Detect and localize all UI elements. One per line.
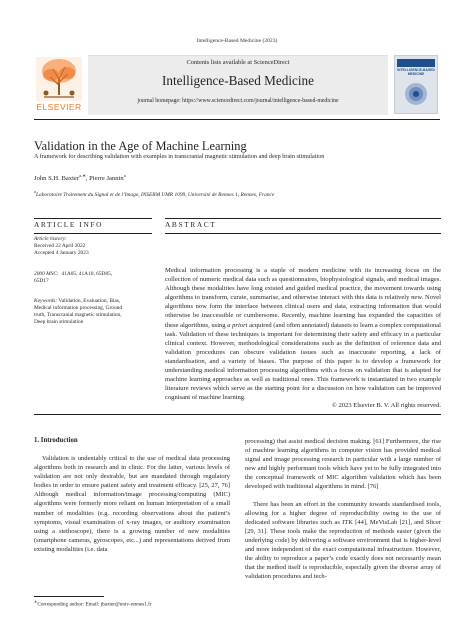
journal-homepage: journal homepage: https://www.sciencedirect.com/journal/intelligence-based-medicine: [137, 98, 339, 104]
msc-codes: 2000 MSC: 41A05, 41A10, 65D05, 65D17: [34, 271, 113, 284]
paragraph: Validation is undeniably critical to the use of medical data processing algorithms both in research and in clinic. For the latter, various levels of validation are not only desirable, but are mandated through regulatory bodies in order to ensure patient safety and treatment efficacy. [25, 27, 76] Although medical information/image processing/computing (MIC) algorithms were formerly more reliant on human interpretation of a small number of modalities (e.g. recording observations about the patient’s symptoms, visual examination of x-ray images, or auditory examination using a stethoscope), there is a growing number of new modalities (smartphone cameras, gyroscopes, etc...) and representations derived from existing modalities (i.e. data: [34, 455, 230, 553]
cover-banner: [397, 59, 435, 67]
journal-masthead: [34, 55, 440, 114]
abstract-rule-top: [165, 218, 441, 219]
article-info-heading: ARTICLE INFO: [34, 220, 104, 229]
abstract-rule-bottom: [165, 233, 441, 234]
homepage-link[interactable]: https://www.sciencedirect.com/journal/intelligence-based-medicine: [182, 98, 339, 104]
elsevier-tree-icon: [34, 55, 84, 103]
author-list: John S.H. Baxter$^{a,∗}$, Pierre Jannin$^a$: [34, 173, 126, 183]
copyright-notice: © 2023 Elsevier B. V. All rights reserved.: [331, 402, 441, 409]
cover-title: INTELLIGENCE-BASED MEDICINE: [397, 68, 435, 76]
abstract-text: Medical information processing is a staple of modern medicine with its increasing focus on the collection of numeric medical data such as questionnaires, biophysiological signals, and medical images. Although these modalities have long existed and guided medical practice, the movement towards using algorithms to transform, curate, summarise, and otherwise interact with this data is relatively new. Novel algorithms now form the interface between clinical users and data, extracting information that would otherwise be inaccessible or cumbersome. Recently, machine learning has expanded the capacities of these algorithms, using a priori acquired (and often annotated) datasets to learn a complex computational task. Validation of these techniques is important for determining their safety and efficacy in a particular clinical context. However, methodological considerations such as the definition of reference data and validation procedures can obscure validation issues such as inaccurate reporting, a lack of standardisation, and a variety of biases. The purpose of this paper is to develop a framework for understanding medical information processing algorithms with a focus on validation that is adapted for machine learning approaches as well as traditional ones. This framework is instantiated in two example literature reviews which serve as the starting point for a discussion on how validation can be improved cognisant of machine learning.: [165, 267, 441, 402]
author-marks: a,∗: [79, 173, 86, 178]
article-info-rule-bottom: [34, 233, 152, 234]
elsevier-logo: [34, 55, 84, 114]
journal-cover-thumbnail: [394, 55, 438, 114]
journal-info-box: [88, 55, 388, 115]
article-history: Article history: Received 22 April 2022 Accepted 4 January 2023: [34, 236, 89, 256]
elsevier-wordmark: ELSEVIER: [36, 102, 82, 112]
affiliation: $^a$Laboratoire Traitement du Signal et de l’Image, INSERM UMR 1099, Université de Rennes 1, Rennes, France: [34, 189, 275, 198]
body-column-right: [245, 437, 441, 581]
article-subtitle: A framework for describing validation with examples in transcranial magnetic stimulation and deep brain stimulation: [34, 153, 325, 160]
section-heading-introduction: 1. Introduction: [34, 437, 78, 444]
cover-art-icon: [401, 80, 431, 108]
footnote-rule: [34, 596, 104, 597]
paragraph: processing) that assist medical decision making. [61] Furthermore, the rise of machine learning algorithms in computer vision has provided medical signal and image processing research in particular with a large number of new and highly performant tools which have yet to be fully integrated into the conceptual framework of MIC algorithm validation which has been developed with traditional algorithms in mind. [76]: [245, 438, 441, 491]
body-column-left: [34, 454, 230, 554]
paragraph: There has been an effort in the community towards standardised tools, allowing for a higher degree of reproducibility owing to the use of dedicated software libraries such as ITK [44], MeVisLab [21], and Slicer [29, 31]. These tools make the reproduction of methods easier (given the underlying code) by delivering a software environment that is higher-level and more independent of the exact computational infrastructure. However, the ability to reproduce a paper’s code exactly does not necessarily mean that the method itself is reproducible, especially given the diverse array of validation procedures and tech-: [245, 500, 441, 581]
contents-line: Contents lists available at ScienceDirect: [186, 59, 290, 66]
author-marks: a: [123, 173, 126, 178]
corresponding-author-footnote: ∗Corresponding author: Email: jbaxter@univ-rennes1.fr: [34, 599, 152, 608]
abstract-rule-end: [34, 414, 441, 415]
abstract-heading: ABSTRACT: [165, 220, 217, 229]
running-head: Intelligence-Based Medicine (2023): [196, 38, 278, 44]
article-info-rule-top: [34, 218, 152, 219]
keywords: Keywords: Validation, Evaluation, Bias, Medical information processing, Ground truth, Transcranial magnetic stimulation, Deep brain stimulation: [34, 298, 123, 325]
journal-title: Intelligence-Based Medicine: [162, 73, 314, 88]
sciencedirect-link[interactable]: ScienceDirect: [253, 59, 290, 66]
masthead-rule: [34, 119, 440, 120]
article-title: Validation in the Age of Machine Learning: [34, 139, 247, 153]
